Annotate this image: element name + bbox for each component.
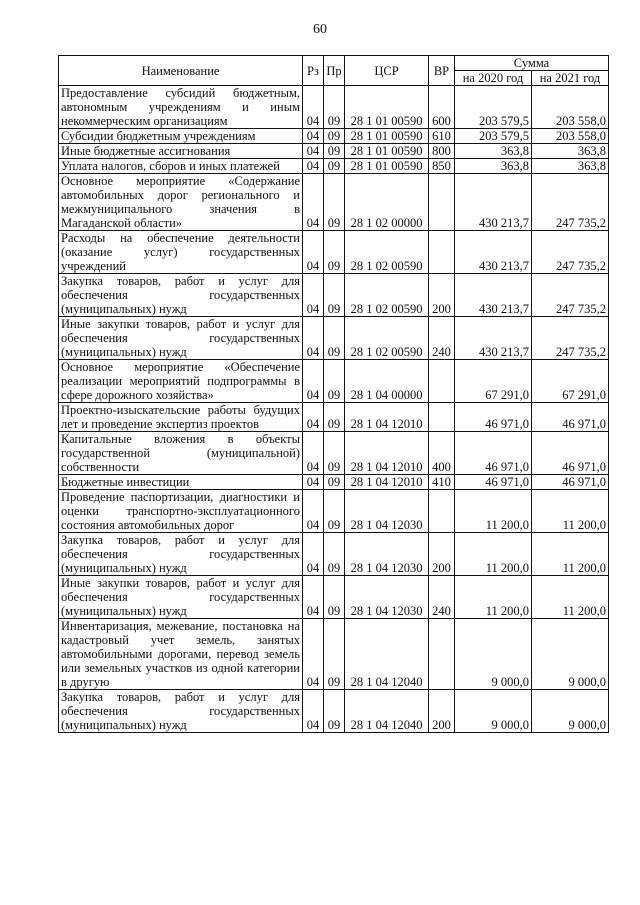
row-vr: 800 bbox=[429, 144, 455, 159]
row-name: Капитальные вложения в объекты государственной (муниципальной) собственности bbox=[59, 432, 303, 475]
row-name: Уплата налогов, сборов и иных платежей bbox=[59, 159, 303, 174]
row-pr: 09 bbox=[324, 129, 345, 144]
row-csr: 28 1 04 12040 bbox=[345, 619, 429, 690]
row-pr: 09 bbox=[324, 317, 345, 360]
table-row bbox=[59, 432, 609, 475]
row-pr: 09 bbox=[324, 432, 345, 475]
row-vr: 240 bbox=[429, 576, 455, 619]
row-rz: 04 bbox=[303, 274, 324, 317]
row-rz: 04 bbox=[303, 144, 324, 159]
row-rz: 04 bbox=[303, 174, 324, 231]
row-vr: 200 bbox=[429, 274, 455, 317]
row-pr: 09 bbox=[324, 490, 345, 533]
row-csr: 28 1 04 12030 bbox=[345, 490, 429, 533]
row-rz: 04 bbox=[303, 360, 324, 403]
row-sum-2020: 46 971,0 bbox=[455, 403, 532, 432]
table-row bbox=[59, 86, 609, 129]
row-vr bbox=[429, 231, 455, 274]
row-csr: 28 1 04 12030 bbox=[345, 533, 429, 576]
table-row bbox=[59, 159, 609, 174]
row-name: Предоставление субсидий бюджетным, автономным учреждениям и иным некоммерческим организациям bbox=[59, 86, 303, 129]
row-rz: 04 bbox=[303, 533, 324, 576]
row-pr: 09 bbox=[324, 360, 345, 403]
row-sum-2020: 430 213,7 bbox=[455, 231, 532, 274]
table-row bbox=[59, 619, 609, 690]
row-vr bbox=[429, 490, 455, 533]
row-rz: 04 bbox=[303, 159, 324, 174]
row-name: Иные закупки товаров, работ и услуг для обеспечения государственных (муниципальных) нужд bbox=[59, 576, 303, 619]
table-row bbox=[59, 144, 609, 159]
row-sum-2021: 11 200,0 bbox=[532, 576, 609, 619]
row-sum-2021: 363,8 bbox=[532, 159, 609, 174]
row-sum-2021: 203 558,0 bbox=[532, 86, 609, 129]
row-pr: 09 bbox=[324, 159, 345, 174]
row-sum-2020: 46 971,0 bbox=[455, 475, 532, 490]
table-row bbox=[59, 360, 609, 403]
header-pr: Пр bbox=[324, 56, 345, 86]
row-pr: 09 bbox=[324, 533, 345, 576]
row-sum-2020: 363,8 bbox=[455, 144, 532, 159]
row-name: Иные бюджетные ассигнования bbox=[59, 144, 303, 159]
row-sum-2021: 203 558,0 bbox=[532, 129, 609, 144]
row-rz: 04 bbox=[303, 475, 324, 490]
row-csr: 28 1 01 00590 bbox=[345, 159, 429, 174]
header-name: Наименование bbox=[59, 56, 303, 86]
row-csr: 28 1 04 12040 bbox=[345, 690, 429, 733]
header-year-2021: на 2021 год bbox=[532, 71, 609, 86]
row-vr: 200 bbox=[429, 690, 455, 733]
row-csr: 28 1 02 00590 bbox=[345, 274, 429, 317]
row-vr bbox=[429, 360, 455, 403]
row-rz: 04 bbox=[303, 490, 324, 533]
row-pr: 09 bbox=[324, 231, 345, 274]
row-vr: 600 bbox=[429, 86, 455, 129]
budget-table bbox=[58, 55, 609, 733]
row-rz: 04 bbox=[303, 576, 324, 619]
page-number: 60 bbox=[313, 22, 327, 37]
row-sum-2020: 9 000,0 bbox=[455, 690, 532, 733]
row-pr: 09 bbox=[324, 274, 345, 317]
row-rz: 04 bbox=[303, 432, 324, 475]
row-rz: 04 bbox=[303, 317, 324, 360]
row-sum-2020: 203 579,5 bbox=[455, 86, 532, 129]
row-csr: 28 1 02 00590 bbox=[345, 317, 429, 360]
table-row bbox=[59, 274, 609, 317]
row-csr: 28 1 02 00000 bbox=[345, 174, 429, 231]
row-vr: 610 bbox=[429, 129, 455, 144]
table-row bbox=[59, 576, 609, 619]
row-sum-2021: 46 971,0 bbox=[532, 403, 609, 432]
row-sum-2020: 67 291,0 bbox=[455, 360, 532, 403]
row-sum-2020: 430 213,7 bbox=[455, 174, 532, 231]
row-sum-2021: 247 735,2 bbox=[532, 174, 609, 231]
row-sum-2021: 46 971,0 bbox=[532, 475, 609, 490]
table-row bbox=[59, 129, 609, 144]
row-rz: 04 bbox=[303, 86, 324, 129]
row-rz: 04 bbox=[303, 690, 324, 733]
table-row bbox=[59, 403, 609, 432]
row-name: Субсидии бюджетным учреждениям bbox=[59, 129, 303, 144]
row-csr: 28 1 04 12010 bbox=[345, 475, 429, 490]
row-csr: 28 1 01 00590 bbox=[345, 129, 429, 144]
row-csr: 28 1 01 00590 bbox=[345, 86, 429, 129]
table-row bbox=[59, 174, 609, 231]
row-vr bbox=[429, 619, 455, 690]
row-sum-2020: 11 200,0 bbox=[455, 576, 532, 619]
row-pr: 09 bbox=[324, 690, 345, 733]
row-vr: 200 bbox=[429, 533, 455, 576]
row-sum-2020: 9 000,0 bbox=[455, 619, 532, 690]
row-name: Иные закупки товаров, работ и услуг для обеспечения государственных (муниципальных) нужд bbox=[59, 317, 303, 360]
row-vr bbox=[429, 174, 455, 231]
row-sum-2020: 46 971,0 bbox=[455, 432, 532, 475]
row-pr: 09 bbox=[324, 403, 345, 432]
row-sum-2021: 247 735,2 bbox=[532, 231, 609, 274]
row-pr: 09 bbox=[324, 86, 345, 129]
row-sum-2021: 9 000,0 bbox=[532, 690, 609, 733]
row-vr: 410 bbox=[429, 475, 455, 490]
row-sum-2021: 11 200,0 bbox=[532, 490, 609, 533]
row-name: Закупка товаров, работ и услуг для обеспечения государственных (муниципальных) нужд bbox=[59, 274, 303, 317]
row-name: Основное мероприятие «Обеспечение реализации мероприятий подпрограммы в сфере дорожного хозяйства» bbox=[59, 360, 303, 403]
header-rz: Рз bbox=[303, 56, 324, 86]
row-rz: 04 bbox=[303, 403, 324, 432]
row-sum-2020: 430 213,7 bbox=[455, 317, 532, 360]
row-sum-2021: 46 971,0 bbox=[532, 432, 609, 475]
row-name: Расходы на обеспечение деятельности (оказание услуг) государственных учреждений bbox=[59, 231, 303, 274]
row-vr: 400 bbox=[429, 432, 455, 475]
row-pr: 09 bbox=[324, 174, 345, 231]
row-csr: 28 1 04 12010 bbox=[345, 432, 429, 475]
row-pr: 09 bbox=[324, 144, 345, 159]
row-sum-2021: 247 735,2 bbox=[532, 317, 609, 360]
header-csr: ЦСР bbox=[345, 56, 429, 86]
row-csr: 28 1 04 12030 bbox=[345, 576, 429, 619]
row-name: Закупка товаров, работ и услуг для обеспечения государственных (муниципальных) нужд bbox=[59, 533, 303, 576]
row-name: Основное мероприятие «Содержание автомобильных дорог регионального и межмуниципального значения в Магаданской области» bbox=[59, 174, 303, 231]
row-csr: 28 1 02 00590 bbox=[345, 231, 429, 274]
row-vr: 850 bbox=[429, 159, 455, 174]
table-row bbox=[59, 475, 609, 490]
row-sum-2020: 11 200,0 bbox=[455, 490, 532, 533]
row-pr: 09 bbox=[324, 619, 345, 690]
row-sum-2020: 430 213,7 bbox=[455, 274, 532, 317]
header-vr: ВР bbox=[429, 56, 455, 86]
row-sum-2021: 67 291,0 bbox=[532, 360, 609, 403]
row-sum-2021: 9 000,0 bbox=[532, 619, 609, 690]
header-sum: Сумма bbox=[455, 56, 609, 71]
table-row bbox=[59, 690, 609, 733]
table-row bbox=[59, 317, 609, 360]
row-sum-2021: 363,8 bbox=[532, 144, 609, 159]
row-sum-2020: 11 200,0 bbox=[455, 533, 532, 576]
row-vr: 240 bbox=[429, 317, 455, 360]
row-name: Бюджетные инвестиции bbox=[59, 475, 303, 490]
row-pr: 09 bbox=[324, 475, 345, 490]
row-vr bbox=[429, 403, 455, 432]
row-csr: 28 1 04 12010 bbox=[345, 403, 429, 432]
row-rz: 04 bbox=[303, 129, 324, 144]
row-name: Проведение паспортизации, диагностики и оценки транспортно-эксплуатационного состояния автомобильных дорог bbox=[59, 490, 303, 533]
row-rz: 04 bbox=[303, 231, 324, 274]
row-sum-2021: 247 735,2 bbox=[532, 274, 609, 317]
row-sum-2020: 363,8 bbox=[455, 159, 532, 174]
header-year-2020: на 2020 год bbox=[455, 71, 532, 86]
row-sum-2021: 11 200,0 bbox=[532, 533, 609, 576]
row-name: Проектно-изыскательские работы будущих лет и проведение экспертиз проектов bbox=[59, 403, 303, 432]
row-rz: 04 bbox=[303, 619, 324, 690]
row-csr: 28 1 04 00000 bbox=[345, 360, 429, 403]
table-row bbox=[59, 490, 609, 533]
table-row bbox=[59, 533, 609, 576]
row-name: Инвентаризация, межевание, постановка на кадастровый учет земель, занятых автомобильными дорогами, перевод земель или земельных участков из одной категории в другую bbox=[59, 619, 303, 690]
header-row bbox=[59, 56, 609, 71]
table-row bbox=[59, 231, 609, 274]
row-sum-2020: 203 579,5 bbox=[455, 129, 532, 144]
row-pr: 09 bbox=[324, 576, 345, 619]
row-name: Закупка товаров, работ и услуг для обеспечения государственных (муниципальных) нужд bbox=[59, 690, 303, 733]
row-csr: 28 1 01 00590 bbox=[345, 144, 429, 159]
